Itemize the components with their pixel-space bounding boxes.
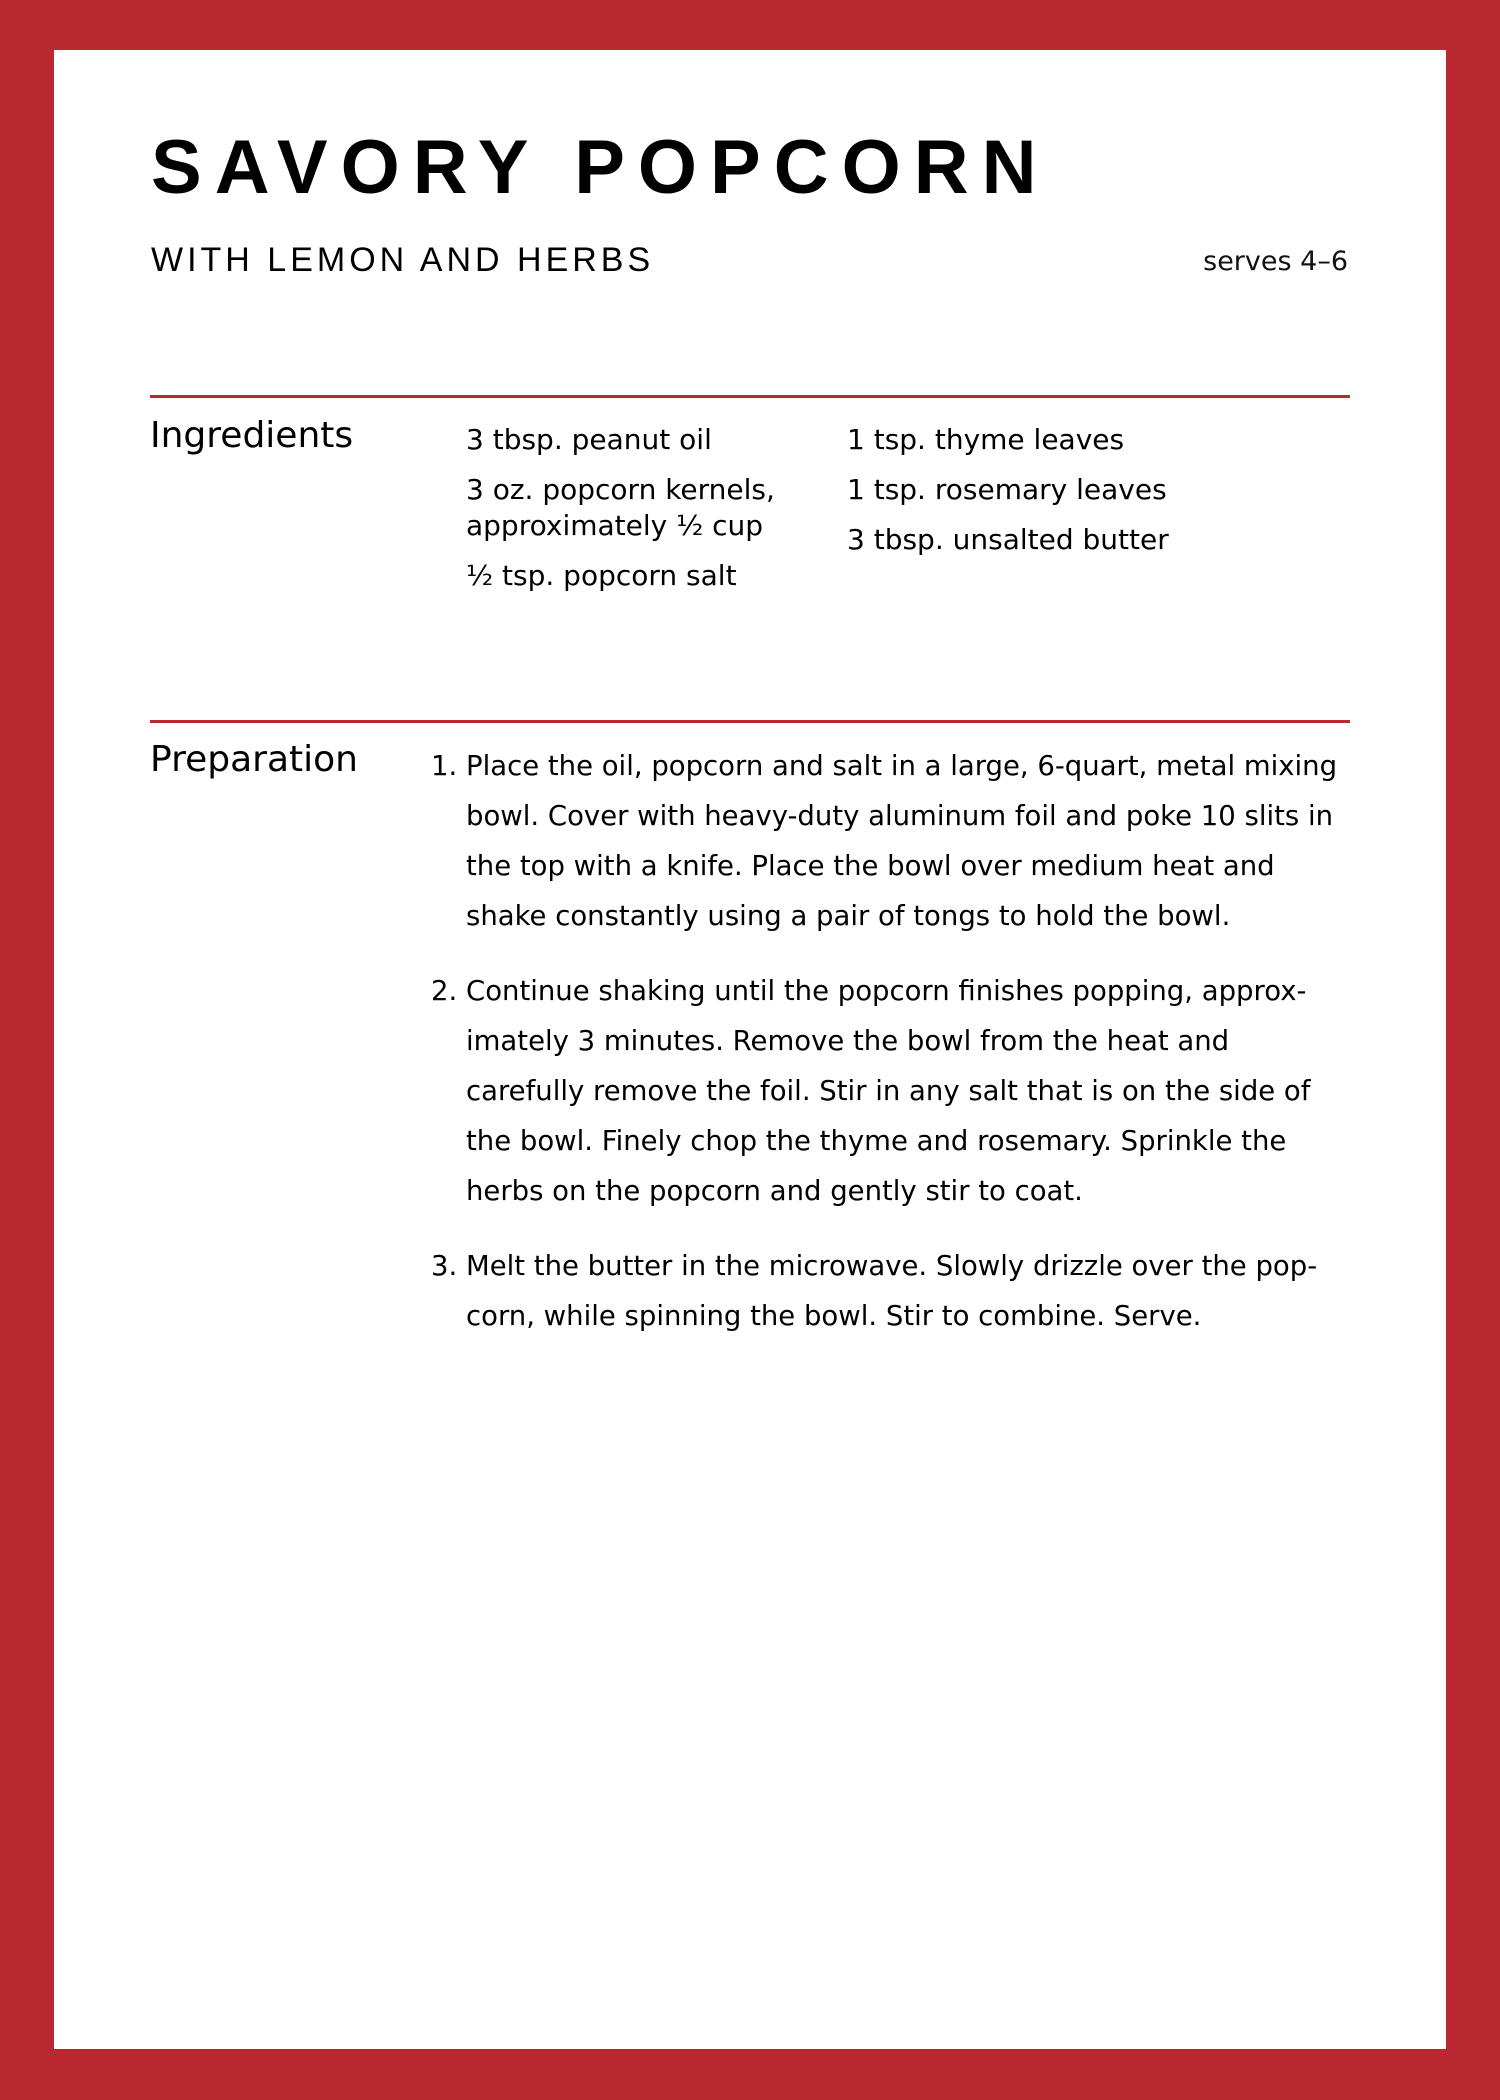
step-number: 3. xyxy=(431,1250,458,1282)
step-number: 1. xyxy=(431,750,458,782)
ingredients-column-2 xyxy=(847,422,1267,572)
serves-count: serves 4–6 xyxy=(1203,246,1348,277)
ingredient-item: ½ tsp. popcorn salt xyxy=(466,559,737,592)
preparation-divider xyxy=(150,720,1350,723)
preparation-step xyxy=(431,741,1346,941)
recipe-title: SAVORY POPCORN xyxy=(151,125,1050,210)
preparation-heading: Preparation xyxy=(150,739,358,780)
ingredients-heading: Ingredients xyxy=(150,415,354,456)
preparation-step xyxy=(431,966,1346,1216)
step-number: 2. xyxy=(431,975,458,1007)
ingredient-item: 3 tbsp. peanut oil xyxy=(466,423,712,456)
recipe-subtitle: WITH LEMON AND HERBS xyxy=(151,241,655,279)
ingredients-divider xyxy=(150,395,1350,398)
step-text: Continue shaking until the popcorn finishes popping, approximately 3 minutes. Remove the bowl from the heat and carefully remove the foil. Stir in any salt that is on the side of the bowl. Finely chop the thyme and rosemary. Sprinkle the herbs on the popcorn and gently stir to coat. xyxy=(466,975,1311,1207)
ingredient-item: 3 oz. popcorn kernels, approximately ½ cup xyxy=(466,473,775,542)
recipe-card xyxy=(54,50,1446,2049)
ingredient-item: 3 tbsp. unsalted butter xyxy=(847,523,1169,556)
step-text: Place the oil, popcorn and salt in a large, 6-quart, metal mixing bowl. Cover with heavy-duty aluminum foil and poke 10 slits in the top with a knife. Place the bowl over medium heat and shake constantly using a pair of tongs to hold the bowl. xyxy=(466,750,1338,932)
preparation-steps xyxy=(431,741,1346,1366)
ingredient-item: 1 tsp. rosemary leaves xyxy=(847,473,1167,506)
step-text: Melt the butter in the microwave. Slowly drizzle over the popcorn, while spinning the bowl. Stir to combine. Serve. xyxy=(466,1250,1318,1332)
preparation-step xyxy=(431,1241,1346,1341)
ingredient-item: 1 tsp. thyme leaves xyxy=(847,423,1125,456)
ingredients-column-1 xyxy=(466,422,836,608)
